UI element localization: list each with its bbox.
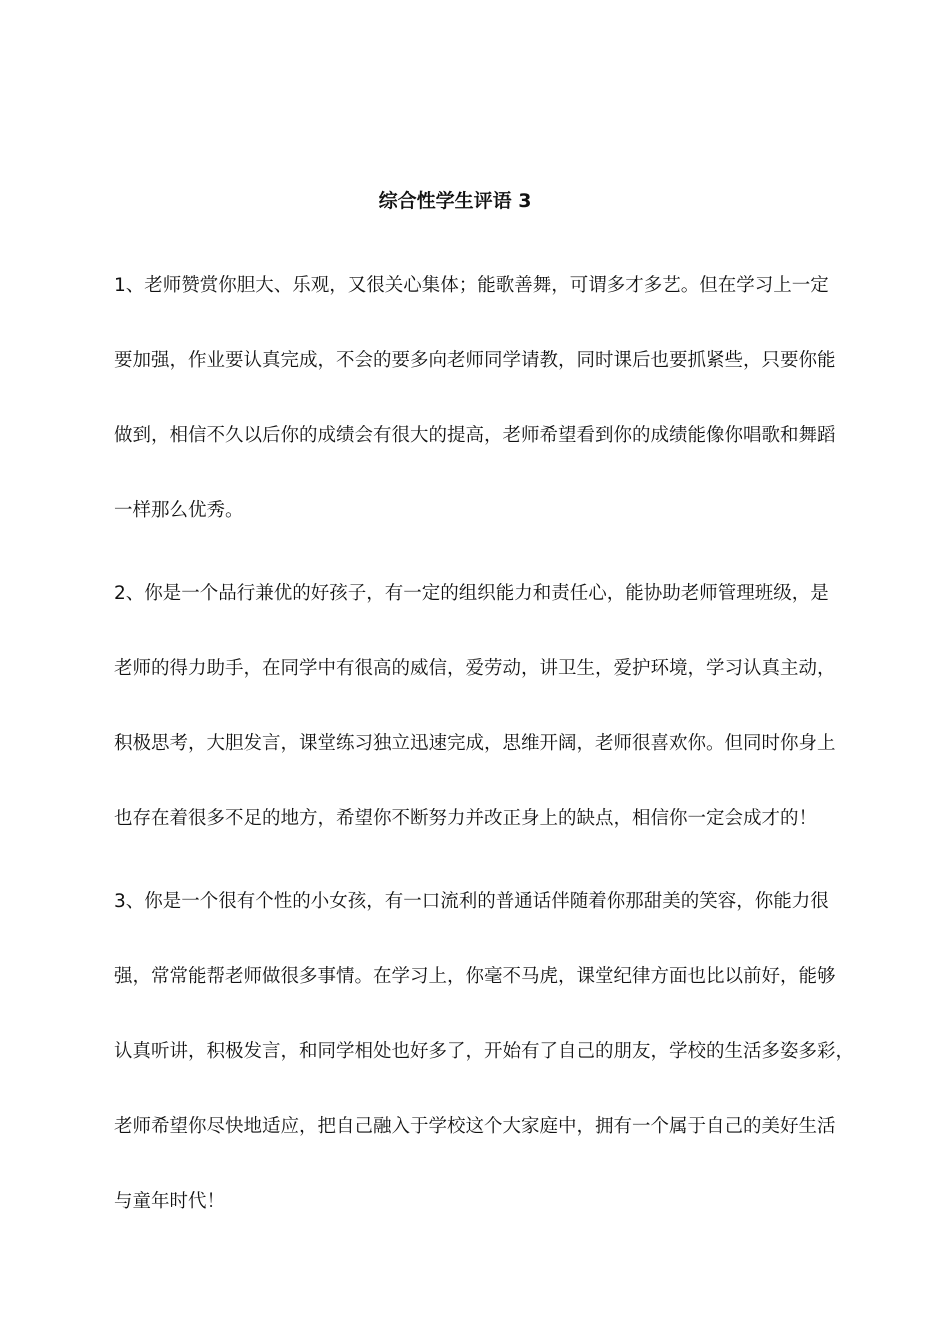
- paragraph-2-line-2: 老师的得力助手，在同学中有很高的威信，爱劳动，讲卫生，爱护环境，学习认真主动，: [114, 658, 836, 679]
- paragraph-2-line-3: 积极思考，大胆发言，课堂练习独立迅速完成，思维开阔，老师很喜欢你。但同时你身上: [114, 733, 836, 754]
- paragraph-1-line-4: 一样那么优秀。: [114, 500, 244, 521]
- paragraph-3-line-2: 强，常常能帮老师做很多事情。在学习上，你毫不马虎，课堂纪律方面也比以前好，能够: [114, 966, 836, 987]
- paragraph-3-line-5: 与童年时代！: [114, 1191, 226, 1212]
- paragraph-1-line-2: 要加强，作业要认真完成，不会的要多向老师同学请教，同时课后也要抓紧些，只要你能: [114, 350, 836, 371]
- paragraph-2-line-1: 2、你是一个品行兼优的好孩子，有一定的组织能力和责任心，能协助老师管理班级，是: [114, 583, 829, 604]
- paragraph-3-line-4: 老师希望你尽快地适应，把自己融入于学校这个大家庭中，拥有一个属于自己的美好生活: [114, 1116, 836, 1137]
- paragraph-1-line-1: 1、老师赞赏你胆大、乐观，又很关心集体；能歌善舞，可谓多才多艺。但在学习上一定: [114, 275, 829, 296]
- paragraph-2-line-4: 也存在着很多不足的地方，希望你不断努力并改正身上的缺点，相信你一定会成才的！: [114, 808, 818, 829]
- paragraph-1-line-3: 做到，相信不久以后你的成绩会有很大的提高，老师希望看到你的成绩能像你唱歌和舞蹈: [114, 425, 836, 446]
- paragraph-3-line-3: 认真听讲，积极发言，和同学相处也好多了，开始有了自己的朋友，学校的生活多姿多彩，: [114, 1041, 855, 1062]
- document-title: 综合性学生评语 3: [378, 190, 532, 212]
- paragraph-3-line-1: 3、你是一个很有个性的小女孩，有一口流利的普通话伴随着你那甜美的笑容，你能力很: [114, 891, 829, 912]
